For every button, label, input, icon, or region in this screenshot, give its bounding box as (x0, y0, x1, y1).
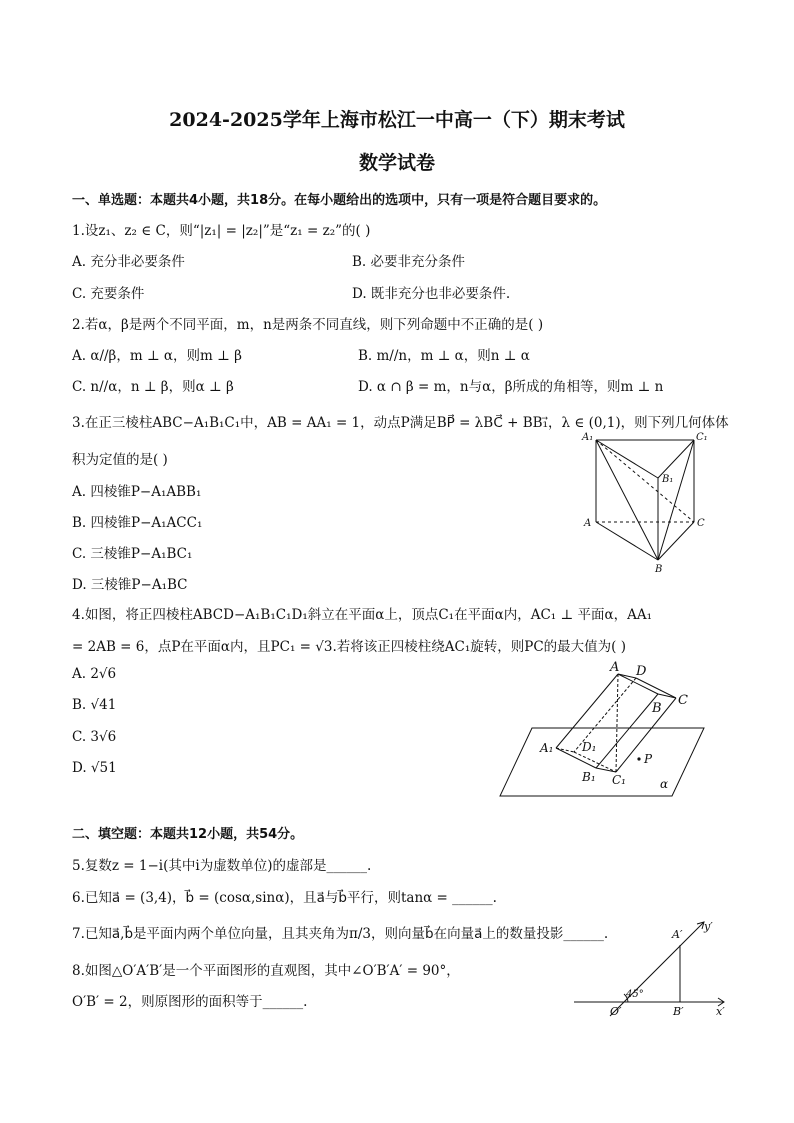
question-1-stem: 1.设z₁、z₂ ∈ C，则“|z₁| = |z₂|”是“z₁ = z₂”的( ) (72, 223, 371, 239)
question-1-option-b: B. 必要非充分条件 (352, 254, 466, 270)
exam-title: 2024-2025学年上海市松江一中高一（下）期末考试 (169, 109, 625, 131)
label-c: C (678, 693, 688, 708)
label-c: C (697, 518, 705, 529)
oblique-axis-figure (574, 914, 734, 1022)
label-45-degrees: 45° (626, 989, 644, 1000)
question-3-option-d: D. 三棱锥P−A₁BC (72, 577, 188, 593)
label-b1: B₁ (662, 474, 674, 485)
tilted-prism-plane-figure (496, 660, 710, 800)
label-y-prime: y′ (704, 920, 713, 933)
label-c1: C₁ (612, 773, 626, 787)
label-a: A (584, 518, 592, 529)
question-7: 7.已知a⃗,b⃗是平面内两个单位向量，且其夹角为π/3，则向量b⃗在向量a⃗上的数量投影______. (72, 926, 609, 942)
triangular-prism-figure (578, 426, 708, 574)
label-a1: A₁ (582, 432, 594, 443)
section-heading-single-choice: 一、单选题：本题共4小题，共18分。在每小题给出的选项中，只有一项是符合题目要求的。 (72, 193, 607, 208)
label-b-prime: B′ (673, 1005, 684, 1018)
label-a1: A₁ (540, 741, 554, 755)
question-4-option-c: C. 3√6 (72, 729, 117, 745)
question-2-option-a: A. α//β，m ⊥ α，则m ⊥ β (72, 348, 242, 364)
question-4-stem-line-2: = 2AB = 6，点P在平面α内，且PC₁ = √3.若将该正四棱柱绕AC₁旋转，则PC的最大值为( ) (72, 639, 626, 655)
label-x-prime: x′ (716, 1005, 725, 1018)
question-4-option-a: A. 2√6 (72, 666, 117, 682)
question-4-stem-line-1: 4.如图，将正四棱柱ABCD−A₁B₁C₁D₁斜立在平面α上，顶点C₁在平面α内，AC₁ ⊥ 平面α，AA₁ (72, 607, 653, 623)
question-1-option-c: C. 充要条件 (72, 286, 145, 302)
question-2-stem: 2.若α，β是两个不同平面，m，n是两条不同直线，则下列命题中不正确的是( ) (72, 317, 544, 333)
question-8-stem-line-1: 8.如图△O′A′B′是一个平面图形的直观图，其中∠O′B′A′ = 90°， (72, 963, 460, 979)
question-6: 6.已知a⃗ = (3,4)，b⃗ = (cosα,sinα)，且a⃗与b⃗平行，则tanα = ______. (72, 890, 497, 906)
question-8-stem-line-2: O′B′ = 2，则原图形的面积等于______. (72, 994, 308, 1010)
label-d: D (636, 664, 647, 679)
question-4-option-d: D. √51 (72, 760, 117, 776)
question-5: 5.复数z = 1−i(其中i为虚数单位)的虚部是______. (72, 858, 372, 874)
label-o-prime: O′ (610, 1005, 622, 1018)
question-3-stem-line-2: 积为定值的是( ) (72, 452, 168, 468)
question-3-option-a: A. 四棱锥P−A₁ABB₁ (72, 484, 202, 500)
question-2-option-b: B. m//n，m ⊥ α，则n ⊥ α (358, 348, 530, 364)
label-b: B (655, 564, 663, 574)
question-2-option-d: D. α ∩ β = m，n与α，β所成的角相等，则m ⊥ n (358, 379, 664, 395)
question-1-option-a: A. 充分非必要条件 (72, 254, 185, 270)
question-2-option-c: C. n//α，n ⊥ β，则α ⊥ β (72, 379, 234, 395)
label-d1: D₁ (582, 740, 597, 754)
point-p-dot (637, 757, 640, 760)
label-p: P (644, 752, 653, 766)
section-heading-fill-in: 二、填空题：本题共12小题，共54分。 (72, 827, 304, 842)
question-3-option-b: B. 四棱锥P−A₁ACC₁ (72, 515, 203, 531)
question-4-option-b: B. √41 (72, 697, 117, 713)
question-1-option-d: D. 既非充分也非必要条件. (352, 286, 511, 302)
label-a: A (610, 660, 620, 675)
question-3-option-c: C. 三棱锥P−A₁BC₁ (72, 546, 193, 562)
label-alpha: α (660, 777, 669, 791)
question-3-stem-line-1: 3.在正三棱柱ABC−A₁B₁C₁中，AB = AA₁ = 1，动点P满足BP⃗ = λBC⃗ + BB₁⃗，λ ∈ (0,1)，则下列几何体体 (72, 415, 729, 431)
exam-subtitle: 数学试卷 (358, 152, 435, 174)
label-a-prime: A′ (672, 928, 683, 941)
label-c1: C₁ (696, 432, 708, 443)
label-b: B (652, 701, 662, 716)
label-b1: B₁ (582, 770, 596, 784)
